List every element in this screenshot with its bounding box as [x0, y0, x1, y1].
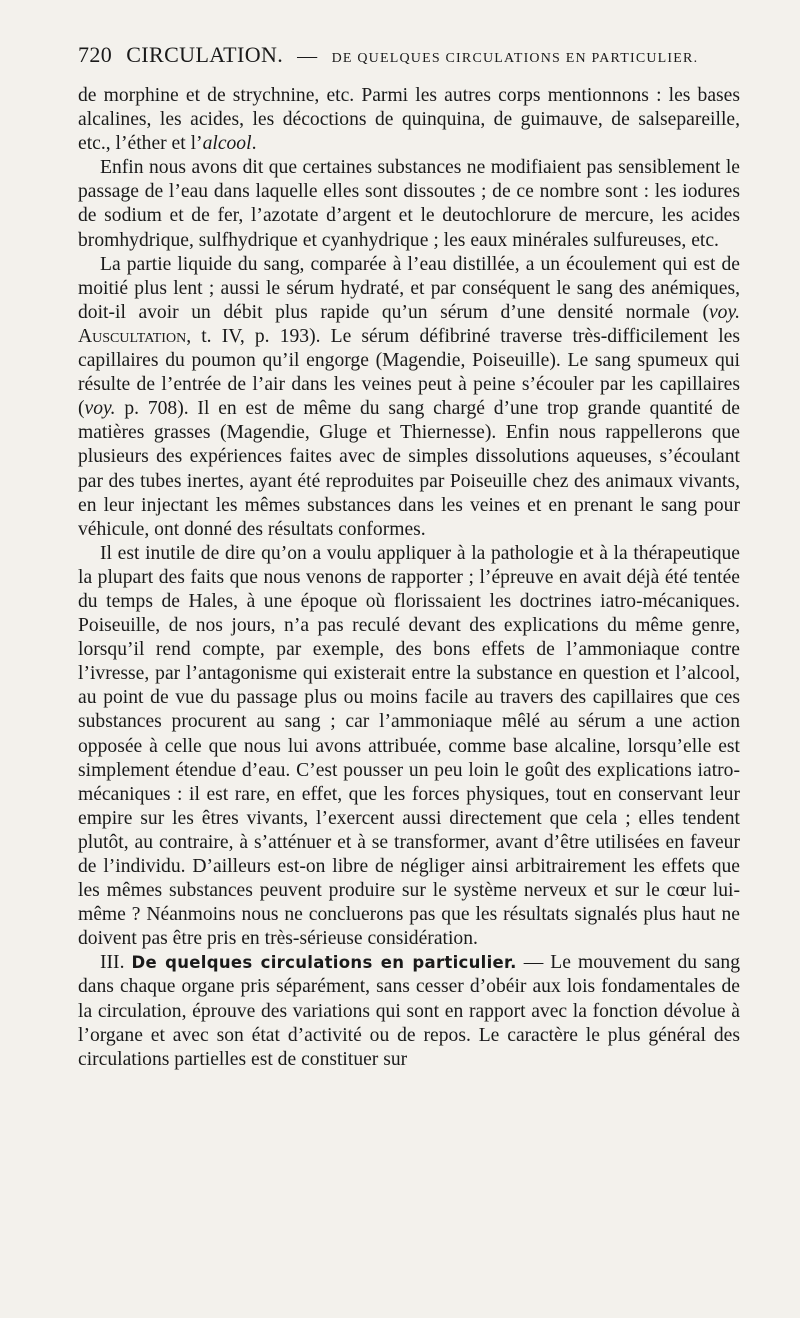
- section-heading: De quelques circulations en particulier.: [131, 953, 517, 973]
- running-header: [78, 42, 740, 68]
- italic-alcool: alcool: [202, 133, 252, 155]
- paragraph-3: La partie liquide du sang, comparée à l’eau distillée, a un écoulement qui est de moitié plus lent ; aussi le sérum hydraté, et par conséquent le sang des anémiques, doit-il avoir un débit plus rapide qu’un sérum d’une densité normale (voy. Auscultation, t. IV, p. 193). Le sérum défibriné traverse très-difficilement les capillaires du poumon qu’il engorge (Magendie, Poiseuille). Le sang spumeux qui résulte de l’entrée de l’air dans les veines peut à peine s’écouler par les capillaires (voy. p. 708). Il en est de même du sang chargé d’une trop grande quantité de matières grasses (Magendie, Gluge et Thiernesse). Enfin nous rappellerons que plusieurs des expériences faites avec de simples dissolutions aqueuses, s’écoulant par des tubes inertes, ayant été reproduites par Poiseuille chez des animaux vivants, en leur injectant les mêmes substances dans les veines et en prenant le sang pour véhicule, ont donné des résultats conformes.: [78, 253, 740, 540]
- paragraph-5: III. De quelques circulations en particulier. — Le mouvement du sang dans chaque organe pris séparément, sans cesser d’obéir aux lois fondamentales de la circulation, éprouve des variations qui sont en rapport avec la fonction dévolue à l’organe et avec son état d’activité ou de repos. Le caractère le plus général des circulations partielles est de constituer sur: [78, 952, 740, 1070]
- italic-voy-1: voy.: [708, 301, 740, 323]
- running-title: CIRCULATION.: [126, 42, 284, 67]
- paragraph-1: de morphine et de strychnine, etc. Parmi les autres corps mentionnons : les bases alcalines, les acides, les décoctions de quinquina, de guimauve, de salsepareille, etc., l’éther et l’alcool.: [78, 85, 740, 155]
- running-subtitle: DE QUELQUES CIRCULATIONS EN PARTICULIER.: [331, 51, 699, 66]
- page-body: [78, 84, 740, 1072]
- italic-voy-2: voy.: [84, 398, 116, 420]
- paragraph-2: Enfin nous avons dit que certaines substances ne modifiaient pas sensiblement le passage de l’eau dans laquelle elles sont dissoutes ; de ce nombre sont : les iodures de sodium et de fer, l’azotate d’argent et le deutochlorure de mercure, les acides bromhydrique, sulfhydrique et cyanhydrique ; les eaux minérales sulfureuses, etc.: [78, 157, 740, 251]
- ref-auscultation: Auscultation: [78, 325, 187, 347]
- section-number: III.: [100, 952, 125, 974]
- page-number: 720: [78, 42, 113, 67]
- header-dash: —: [297, 45, 318, 67]
- paragraph-4: Il est inutile de dire qu’on a voulu appliquer à la pathologie et à la thérapeutique la plupart des faits que nous venons de rapporter ; l’épreuve en avait déjà été tentée du temps de Hales, à une époque où florissaient les doctrines iatro-mécaniques. Poiseuille, de nos jours, n’a pas reculé devant des explications du même genre, lorsqu’il rend compte, par exemple, des bons effets de l’ammoniaque contre l’ivresse, par l’antagonisme qui existerait entre la substance en question et l’alcool, au point de vue du passage plus ou moins facile au travers des capillaires que ces substances procurent au sang ; car l’ammoniaque mêlé au sérum a une action opposée à celle que nous lui avons attribuée, comme base alcaline, lorsqu’elle est simplement étendue d’eau. C’est pousser un peu loin le goût des explications iatro-mécaniques : il est rare, en effet, que les forces physiques, tout en conservant leur empire sur les êtres vivants, l’exercent aussi directement que cela ; elles tendent plutôt, au contraire, à s’atténuer et à se transformer, avant d’être utilisées en faveur de l’individu. D’ailleurs est-on libre de négliger ainsi arbitrairement les effets que les mêmes substances peuvent produire sur le système nerveux et sur le cœur lui-même ? Néanmoins nous ne concluerons pas que les résultats signalés plus haut ne doivent pas être pris en très-sérieuse considération.: [78, 542, 740, 950]
